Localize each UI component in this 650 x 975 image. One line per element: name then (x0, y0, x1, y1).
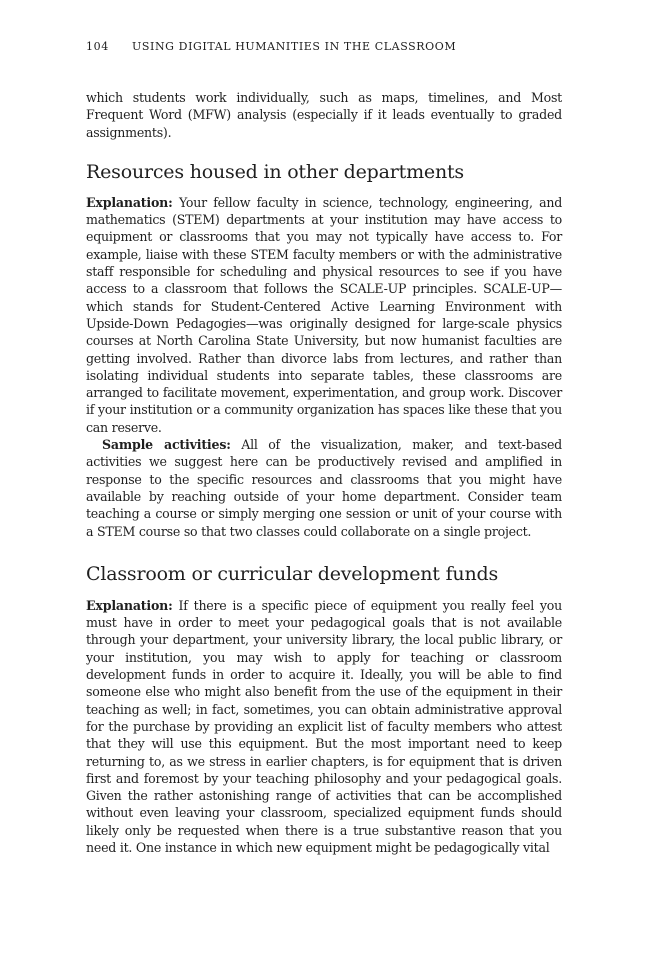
opening-paragraph: which students work individually, such as maps, timelines, and Most Frequent Word (MFW) analysis (especially if it leads eventually to graded assignments). (86, 90, 562, 140)
sample-activities-paragraph (86, 436, 562, 540)
explanation-paragraph-funds (86, 597, 562, 856)
page-number: 104 (86, 40, 109, 53)
explanation-paragraph-resources (86, 194, 562, 436)
book-page (86, 40, 562, 856)
sample-activities-text: All of the visualization, maker, and text-based activities we suggest here can be productively revised and amplified in response to the specific resources and classrooms that you might have available by reaching outside of your home department. Consider team teaching a course or simply merging one session or unit of your course with a STEM course so that two classes could collaborate on a single project. (86, 437, 562, 539)
explanation-label: Explanation: (86, 597, 173, 613)
sample-activities-label: Sample activities: (102, 437, 231, 453)
section-heading-funds: Classroom or curricular development funds (86, 562, 498, 585)
explanation-text: Your fellow faculty in science, technology, engineering, and mathematics (STEM) departments at your institution may have access to equipment or classrooms that you may not typically have access to. For example, liaise with these STEM faculty members or with the administrative staff responsible for scheduling and physical resources to see if you have access to a classroom that follows the SCALE-UP principles. SCALE-UP—which stands for Student-Centered Active Learning Environment with Upside-Down Pedagogies—was originally designed for large-scale physics courses at North Carolina State University, but now humanist faculties are getting involved. Rather than divorce labs from lectures, and rather than isolating individual students into separate tables, these classrooms are arranged to facilitate movement, experimentation, and group work. Discover if your institution or a community organization has spaces like these that you can reserve. (86, 194, 562, 435)
explanation-label: Explanation: (86, 194, 173, 210)
running-title: USING DIGITAL HUMANITIES IN THE CLASSROOM (132, 40, 457, 53)
running-header (86, 40, 562, 62)
section-heading-resources: Resources housed in other departments (86, 160, 464, 183)
explanation-text: If there is a specific piece of equipment you really feel you must have in order to meet your pedagogical goals that is not available through your department, your university library, the local public library, or your institution, you may wish to apply for teaching or classroom development funds in order to acquire it. Ideally, you will be able to find someone else who might also benefit from the use of the equipment in their teaching as well; in fact, sometimes, you can obtain administrative approval for the purchase by providing an explicit list of faculty members who attest that they will use this equipment. But the most important need to keep returning to, as we stress in earlier chapters, is for equipment that is driven first and foremost by your teaching philosophy and your pedagogical goals. Given the rather astonishing range of activities that can be accomplished without even leaving your classroom, specialized equipment funds should likely only be requested when there is a true substantive reason that you need it. One instance in which new equipment might be pedagogically vital (86, 597, 562, 855)
